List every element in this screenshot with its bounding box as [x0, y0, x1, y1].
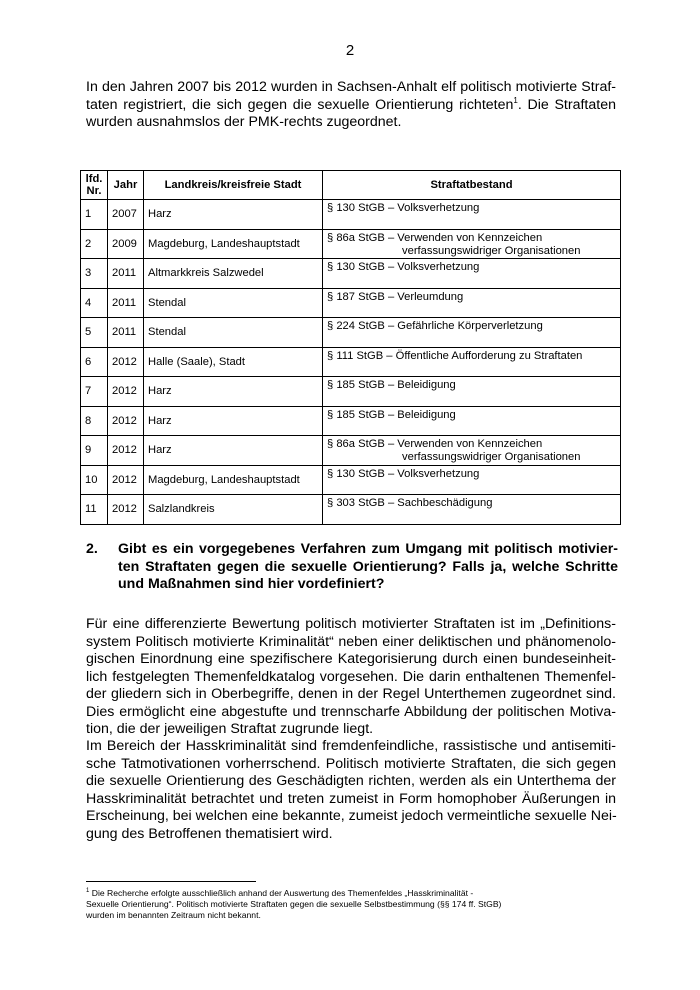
offense-text: § 185 StGB – Beleidigung: [327, 379, 456, 391]
cell-nr: 3: [81, 259, 108, 289]
table-row: [81, 347, 621, 377]
table-row: [81, 377, 621, 407]
cell-place: Altmarkkreis Salzwedel: [144, 259, 323, 289]
cell-place: Magdeburg, Landeshauptstadt: [144, 465, 323, 495]
paragraph-line: gung des Betroffenen thematisiert wird.: [86, 825, 333, 842]
question-number: 2.: [86, 541, 98, 557]
offense-text: § 111 StGB – Öffentliche Aufforderung zu Straftaten: [327, 349, 583, 362]
cell-nr: 10: [81, 465, 108, 495]
cell-offense: [323, 229, 621, 259]
cell-nr: 11: [81, 495, 108, 525]
header-year: Jahr: [108, 171, 144, 200]
cell-offense: [323, 200, 621, 230]
offense-continuation: verfassungswidriger Organisationen: [402, 244, 581, 257]
table-row: [81, 229, 621, 259]
cell-year: 2009: [108, 229, 144, 259]
answer-paragraph-2: [86, 738, 616, 843]
paragraph-line: Dies ermöglicht eine abgestufte und trennscharfe Abbildung der politischen Motiva-: [86, 703, 616, 720]
footnote-line: Sexuelle Orientierung“. Politisch motivierte Straftaten gegen die sexuelle Selbstbestimmung (§§ 174 ff. StGB): [86, 899, 502, 909]
table-row: [81, 259, 621, 289]
question-line: ten Straftaten gegen die sexuelle Orientierung? Falls ja, welche Schritte: [118, 558, 618, 575]
cell-nr: 9: [81, 436, 108, 466]
table-row: [81, 200, 621, 230]
table-row: [81, 436, 621, 466]
intro-line: In den Jahren 2007 bis 2012 wurden in Sachsen-Anhalt elf politisch motivierte Straf-: [86, 79, 616, 95]
cell-offense: [323, 495, 621, 525]
answer-paragraph-1: [86, 616, 616, 739]
footnote-marker: 1: [86, 888, 90, 894]
cell-offense: [323, 436, 621, 466]
paragraph-line: Für eine differenzierte Bewertung politisch motivierter Straftaten ist im „Definitions-: [86, 616, 616, 632]
cell-year: 2012: [108, 495, 144, 525]
cell-place: Stendal: [144, 288, 323, 318]
cell-nr: 1: [81, 200, 108, 230]
cell-offense: [323, 259, 621, 289]
question-2: [86, 541, 618, 594]
intro-text: taten registriert, die sich gegen die sexuelle Orientierung richteten: [86, 96, 514, 113]
cell-year: 2011: [108, 259, 144, 289]
table-row: [81, 465, 621, 495]
cell-place: Harz: [144, 200, 323, 230]
offense-text: § 185 StGB – Beleidigung: [327, 408, 456, 421]
table-row: [81, 495, 621, 525]
cell-year: 2012: [108, 347, 144, 377]
paragraph-line: die sexuelle Orientierung des Geschädigten richten, werden als ein Unterthema der: [86, 773, 616, 789]
paragraph-line: Erscheinung, bei welchen eine bekannte, zumeist jedoch vermeintliche sexuelle Nei-: [86, 808, 617, 824]
cell-year: 2012: [108, 377, 144, 407]
footnote-text: Die Recherche erfolgte ausschließlich anhand der Auswertung des Themenfeldes „Hasskriminalität -: [89, 888, 474, 898]
offense-continuation: verfassungswidriger Organisationen: [402, 451, 581, 463]
paragraph-line: system Politisch motivierte Kriminalität“ neben einer deliktischen und phänomenolo-: [86, 633, 616, 650]
intro-text: . Die Straftaten: [517, 96, 616, 113]
page-number: 2: [345, 42, 355, 59]
cell-place: Harz: [144, 406, 323, 436]
offense-text: § 224 StGB – Gefährliche Körperverletzung: [327, 320, 543, 332]
cell-place: Magdeburg, Landeshauptstadt: [144, 229, 323, 259]
footnote-line: [86, 888, 626, 899]
cell-year: 2007: [108, 200, 144, 230]
table-header-row: [81, 171, 621, 200]
cell-offense: [323, 406, 621, 436]
offense-text: § 86a StGB – Verwenden von Kennzeichen: [327, 231, 543, 244]
footnote: [86, 888, 626, 921]
cell-place: Harz: [144, 436, 323, 466]
offense-text: § 130 StGB – Volksverhetzung: [327, 261, 480, 273]
cell-year: 2011: [108, 318, 144, 348]
intro-paragraph: [86, 79, 616, 132]
footnote-separator: [86, 881, 256, 882]
table-row: [81, 406, 621, 436]
paragraph-line: lich festgelegten Themenfeldkatalog vorgesehen. Die darin enthaltenen Themenfel-: [86, 668, 616, 685]
cell-offense: [323, 318, 621, 348]
cell-nr: 6: [81, 347, 108, 377]
cell-offense: [323, 465, 621, 495]
question-line: Gibt es ein vorgegebenes Verfahren zum Umgang mit politisch motivier-: [118, 541, 618, 557]
paragraph-line: Hasskriminalität betrachtet und treten zumeist in Form homophober Äußerungen in: [86, 790, 616, 807]
paragraph-line: sche Tatmotivationen vorherrschend. Politisch motivierte Straftaten, die sich gegen: [86, 755, 616, 772]
intro-line: [86, 97, 616, 115]
cell-place: Harz: [144, 377, 323, 407]
offense-text: § 86a StGB – Verwenden von Kennzeichen: [327, 438, 543, 450]
paragraph-line: tion, die der jeweiligen Straftat zugrunde liegt.: [86, 721, 374, 737]
header-offense: Straftatbestand: [323, 171, 621, 200]
offense-text: § 130 StGB – Volksverhetzung: [327, 467, 480, 480]
cell-year: 2012: [108, 436, 144, 466]
paragraph-line: Im Bereich der Hasskriminalität sind fremdenfeindliche, rassistische und antisemiti-: [86, 738, 616, 754]
cell-offense: [323, 377, 621, 407]
footnote-line: wurden im benannten Zeitraum nicht bekannt.: [86, 910, 261, 920]
offense-text: § 303 StGB – Sachbeschädigung: [327, 497, 493, 509]
cell-year: 2011: [108, 288, 144, 318]
cell-nr: 4: [81, 288, 108, 318]
header-nr-line1: lfd.: [85, 173, 103, 185]
cell-offense: [323, 288, 621, 318]
table-row: [81, 288, 621, 318]
table-row: [81, 318, 621, 348]
paragraph-line: gischen Einordnung eine spezifischere Kategorisierung durch einen bundeseinheit-: [86, 651, 616, 667]
cell-offense: [323, 347, 621, 377]
question-text: [118, 541, 618, 594]
footnote-reference: 1: [513, 95, 518, 105]
header-nr: [81, 171, 108, 200]
cell-nr: 8: [81, 406, 108, 436]
cell-nr: 5: [81, 318, 108, 348]
header-place: Landkreis/kreisfreie Stadt: [144, 171, 323, 200]
cell-place: Halle (Saale), Stadt: [144, 347, 323, 377]
cell-nr: 7: [81, 377, 108, 407]
header-nr-line2: Nr.: [86, 185, 102, 197]
offense-text: § 130 StGB – Volksverhetzung: [327, 202, 480, 214]
cell-year: 2012: [108, 465, 144, 495]
crimes-table: [80, 170, 621, 525]
cell-place: Stendal: [144, 318, 323, 348]
paragraph-line: der gliedern sich in Oberbegriffe, denen in der Regel Unterthemen zugeordnet sind.: [86, 686, 616, 702]
offense-text: § 187 StGB – Verleumdung: [327, 290, 464, 303]
intro-line: wurden ausnahmslos der PMK-rechts zugeordnet.: [86, 114, 402, 130]
cell-place: Salzlandkreis: [144, 495, 323, 525]
cell-nr: 2: [81, 229, 108, 259]
cell-year: 2012: [108, 406, 144, 436]
question-line: und Maßnahmen sind hier vordefiniert?: [118, 576, 385, 592]
